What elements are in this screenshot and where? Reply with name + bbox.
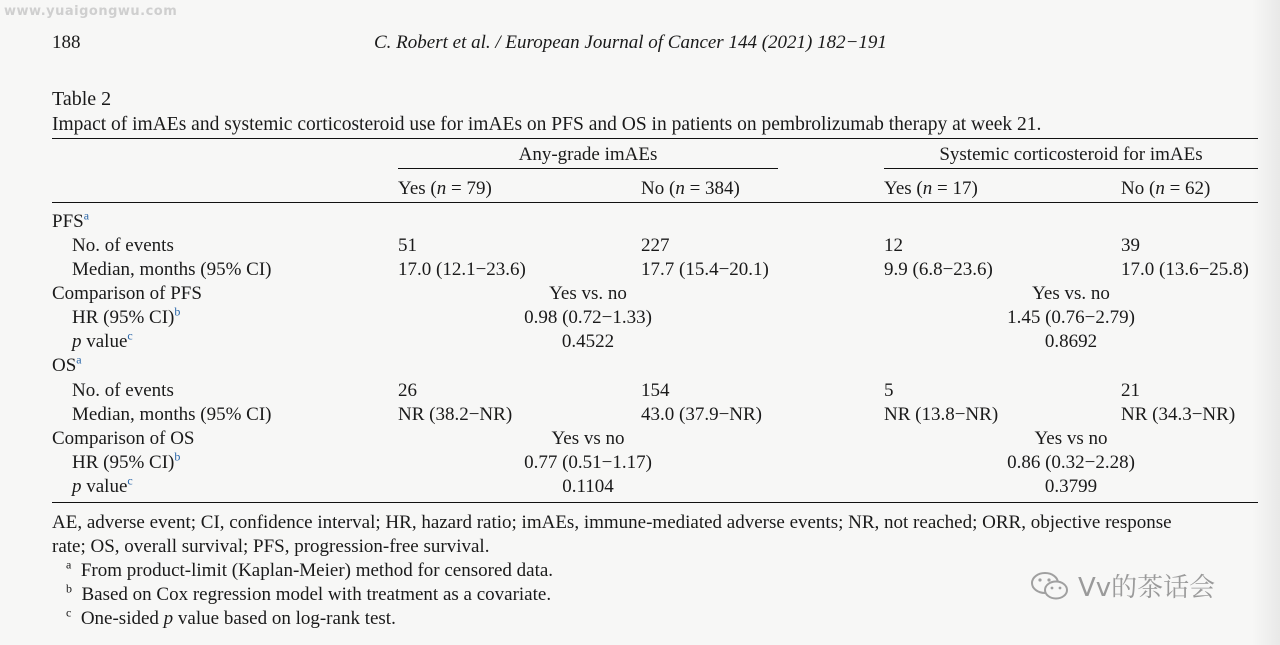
table-cell: 154	[641, 380, 670, 401]
table-cell: Yes vs no	[551, 428, 625, 449]
table-bottom-rule	[52, 502, 1258, 503]
table-cell: NR (38.2−NR)	[398, 404, 513, 425]
table-cell: 17.7 (15.4−20.1)	[641, 259, 769, 280]
group-header-corticosteroid: Systemic corticosteroid for imAEs	[939, 144, 1203, 165]
table-cell: 0.98 (0.72−1.33)	[524, 307, 652, 328]
table-cell: 0.8692	[1044, 331, 1098, 352]
table-cell: 17.0 (12.1−23.6)	[398, 259, 526, 280]
table-cell: 39	[1121, 235, 1140, 256]
table-cell: 9.9 (6.8−23.6)	[884, 259, 993, 280]
row-label: HR (95% CI)$^b$	[72, 304, 181, 328]
column-header: Yes (n = 17)	[884, 178, 978, 199]
table-cell: 51	[398, 235, 417, 256]
section-os: $OS^a$	[52, 352, 82, 376]
wechat-icon	[1030, 570, 1070, 602]
row-label: Comparison of OS	[52, 428, 195, 449]
page-number: 188	[52, 32, 81, 53]
page-edge-shadow	[1252, 0, 1280, 645]
abbreviations-footnote: AE, adverse event; CI, confidence interval; HR, hazard ratio; imAEs, immune-mediated adverse events; NR, not reached; ORR, objective response	[52, 512, 1172, 533]
table-cell: 0.1104	[562, 476, 614, 497]
table-cell: 26	[398, 380, 417, 401]
row-label: Median, months (95% CI)	[72, 404, 272, 425]
table-cell: 5	[884, 380, 894, 401]
table-caption: Impact of imAEs and systemic corticosteroid use for imAEs on PFS and OS in patients on pembrolizumab therapy at week 21.	[52, 114, 1042, 135]
group-rule-imaes	[398, 168, 778, 169]
row-label: No. of events	[72, 380, 174, 401]
row-label: p value$^c$	[72, 473, 133, 497]
watermark-text: Vv的茶话会	[1078, 573, 1216, 603]
row-label: p value$^c$	[72, 328, 133, 352]
table-cell: 227	[641, 235, 670, 256]
running-header: C. Robert et al. / European Journal of Cancer 144 (2021) 182−191	[374, 32, 887, 53]
abbreviations-footnote-cont: rate; OS, overall survival; PFS, progression-free survival.	[52, 536, 490, 557]
table-cell: Yes vs no	[1034, 428, 1108, 449]
footnote-c: $^c$ One-sided p value based on log-rank test.	[66, 605, 396, 629]
row-label: HR (95% CI)$^b$	[72, 449, 181, 473]
footnote-a: $^a$ From product-limit (Kaplan-Meier) method for censored data.	[66, 557, 554, 581]
row-label: Comparison of PFS	[52, 283, 202, 304]
table-cell: 0.77 (0.51−1.17)	[524, 452, 652, 473]
group-rule-corticosteroid	[884, 168, 1258, 169]
table-cell: NR (34.3−NR)	[1121, 404, 1236, 425]
table-cell: 21	[1121, 380, 1140, 401]
table-label: Table 2	[52, 88, 112, 110]
section-pfs: PFS$^a$	[52, 208, 90, 232]
wechat-watermark	[1030, 567, 1215, 604]
row-label: Median, months (95% CI)	[72, 259, 272, 280]
watermark-url: www.yuaigongwu.com	[4, 4, 178, 19]
table-cell: 1.45 (0.76−2.79)	[1007, 307, 1135, 328]
table-cell: 0.3799	[1044, 476, 1098, 497]
footnote-b: $^b$ Based on Cox regression model with treatment as a covariate.	[66, 581, 552, 605]
table-cell: Yes vs. no	[1032, 283, 1110, 304]
table-cell: 0.86 (0.32−2.28)	[1007, 452, 1135, 473]
row-label: No. of events	[72, 235, 174, 256]
header-bottom-rule	[52, 202, 1258, 203]
column-header: Yes (n = 79)	[398, 178, 492, 199]
column-header: No (n = 62)	[1121, 178, 1211, 199]
table-cell: Yes vs. no	[549, 283, 627, 304]
table-cell: 0.4522	[561, 331, 615, 352]
table-cell: NR (13.8−NR)	[884, 404, 999, 425]
table-cell: 43.0 (37.9−NR)	[641, 404, 763, 425]
group-header-imaes: Any-grade imAEs	[518, 144, 658, 165]
table-cell: 17.0 (13.6−25.8)	[1121, 259, 1249, 280]
table-top-rule	[52, 138, 1258, 139]
column-header: No (n = 384)	[641, 178, 740, 199]
table-cell: 12	[884, 235, 903, 256]
